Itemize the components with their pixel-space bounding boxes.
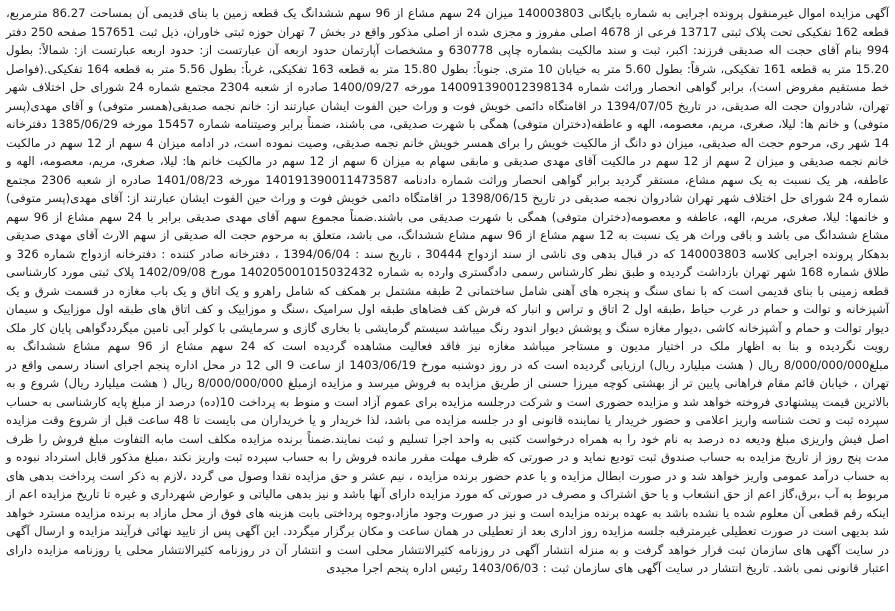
auction-notice-text: آگهی مزایده اموال غیرمنقول پرونده اجرایی به شماره بایگانی 140003803 میزان 24 سهم مشاع از 96 سهم ششدانگ یک قطعه زمین با بنای قدیمی آن بمساحت 86.27 مترمربع، قطعه 162 تفکیکی تحت پلاک ثبتی 13717 فرعی از 4678 اصلی مفروز و مجزی شده از اصلی مذکور واقع در بخش 7 تهران حوزه ثبتی خاوران، ذیل ثبت 157651 صفحه 250 دفتر 994 بنام آقای حجت اله صدیقی فرزند: اکبر، ثبت و سند مالکیت بشماره چاپی 630778 و مشخصات آپارتمان حدود اربعه آن عبارتست از: حدود اربعه عبارتست از: شمالاً: بطول 15.20 متر به قطعه 161 تفکیکی، شرقاً: بطول 5.60 متر به خیابان 10 متری. جنوباً: بطول 15.80 متر به قطعه 163 تفکیکی، غرباً: بطول 5.56 متر به قطعه 164 تفکیکی.(فواصل خط مستقیم مفروض است)، برابر گواهی انحصار وراثت شماره 140091390012398134 مورخه 1400/09/27 صادره از شعبه 2304 مجتمع شماره 24 شورای حل اختلاف شهر تهران، شادروان حجت اله صدیقی، در تاریخ 1394/07/05 در اقامتگاه دائمی خویش فوت و وراث حین الفوت ایشان عبارتند از: خانم نجمه صدیقی(همسر متوفی) و آقای مهدی(پسر متوفی) و خانم ها: لیلا، صغری، مریم، معصومه، الهه و عاطفه(دختران متوفی) همگی با شهرت صدیقی، می باشند، ضمناً برابر وصیتنامه شماره 15457 مورخه 1385/06/29 دفترخانه 14 شهر ری، مرحوم حجت اله صدیقی، میزان دو دانگ از مالکیت خویش را برای همسر خویش خانم نجمه صدیقی، وصیت نموده است، در ادامه میزان 4 سهم از 12 سهم در مالکیت خانم نجمه صدیقی و میزان 2 سهم از 12 سهم در مالکیت آقای مهدی صدیقی و مابقی سهام به میزان 6 سهم از 12 سهم در مالکیت خانم ها: لیلا، صغری، مریم، معصومه، الهه و عاطفه، هر یک نسبت به یک سهم مشاع، مستقر گردید برابر گواهی انحصار وراثت شماره دادنامه 140191390011473587 مورخه 1401/08/23 صادره از شعبه 2306 مجتمع شماره 24 شورای حل اختلاف شهر تهران شادروان نجمه صدیقی در تاریخ 1398/06/15 در اقامتگاه دائمی خویش فوت و وراث حین الفوت ایشان عبارتند از: آقای مهدی(پسر متوفی) و خانمها: لیلا، صغری، مریم، الهه، عاطفه و معصومه(دختران متوفی) همگی با شهرت صدیقی می باشند.ضمناً مجموع سهم آقای مهدی صدیقی برابر با 24 سهم مشاع از 96 سهم مشاع ششدانگ می باشد و باقی وراث هر یک نسبت به 12 سهم مشاع از 96 سهم مشاع ششدانگ، می باشد، متعلق به مرحوم حجت اله صدیقی از سهم الارث آقای مهدی صدیقی بدهکار پرونده اجرایی کلاسه 140003803 که در قبال بدهی وی ناشی از سند ازدواج 30444 ، تاریخ سند : 1394/06/04 ، دفترخانه صادر کننده : دفترخانه ازدواج شماره 326 و طلاق شماره 168 شهر تهران بازداشت گردیده و طبق نظر کارشناس رسمی دادگستری وارده به شماره 140205001015032432 مورخ 1402/09/08 پلاک ثبتی مورد کارشناسی قطعه زمینی با بنای قدیمی است که با نمای سنگ و پنجره های آهنی شامل ساختمانی 2 طبقه مشتمل بر همکف که شامل راهرو و یک اتاق و یک باب مغازه در قسمت شرق و یک آشپزخانه و توالت و حمام در غرب حیاط ،طبقه اول 2 اتاق و تراس و انبار که فرش کف فضاهای طبقه اول سرامیک ،سنگ و موزاییک و کف اتاق های طبقه اول موزاییک و سیمان دیوار توالت و حمام و آشپزخانه کاشی ،دیوار مغازه سنگ و پوشش دیوار اندود رنگ میباشد سیستم گرمایشی با بخاری گازی و سرمایشی با کولر آبی تامین میگرددگواهی پایان کار ملک رویت نگردیده و بنا به اظهار ملک در اختیار مدیون و مستاجر میباشد مغازه نیز فاقد فعالیت مشاهده گردیده است که 24 سهم مشاع از 96 سهم مشاع ششدانگ به مبلغ8/000/000/000 ریال ( هشت میلیارد ریال) ارزیابی گردیده است که در روز دوشنبه مورخ 1403/06/19 از ساعت 9 الی 12 در محل اداره پنجم اجرای اسناد رسمی واقع در تهران ، خیابان قائم مقام فراهانی پایین تر از بهشتی کوچه میرزا حسنی از طریق مزایده به فروش میرسد و مزایده ازمبلغ 8/000/000/000 ریال ( هشت میلیارد ریال) شروع و به بالاترین قیمت پیشنهادی فروخته خواهد شد و مزایده حضوری است و شرکت درجلسه مزایده برای عموم آزاد است و منوط به پرداخت 10(ده) درصد از مبلغ پایه کارشناسی به حساب سپرده ثبت و تحت شناسه واریز اعلامی و حضور خریدار یا نماینده قانونی او در جلسه مزایده می باشد، لذا خریدار و یا خریداران می بایست تا 48 ساعت قبل از شروع وقت مزایده اصل فیش واریزی مبلغ ودیعه ده درصد به نام خود را به همراه درخواست کتبی به واحد اجرا تسلیم و ثبت نمایند.ضمناً برنده مزایده مکلف است مابه التفاوت مبلغ فروش را ظرف مدت پنج روز از تاریخ مزایده به حساب صندوق ثبت تودیع نماید و در صورتی که ظرف مهلت مقرر مانده فروش را به حساب سپرده ثبت واریز نکند ،مبلغ مذکور قابل استرداد نبوده و به حساب درآمد عمومی واریز خواهد شد و در صورت ابطال مزایده و یا عدم حضور برنده مزایده ، نیم عشر و حق مزایده نقدا وصول می گردد ،لازم به ذکر است پرداخت بدهی های مربوط به آب ،برق،گاز اعم از حق انشعاب و یا حق اشتراک و مصرف در صورتی که مورد مزایده دارای آنها باشد و نیز بدهی مالیاتی و عوارض شهرداری و غیره تا تاریخ مزایده اعم از اینکه رقم قطعی آن معلوم شده یا نشده باشد به عهده برنده مزایده است و نیز در صورت وجود مازاد،وجوه پرداختی بابت هزینه های فوق از محل مازاد به برنده مزایده مسترد خواهد شد بدیهی است در صورت تعطیلی غیرمترقبه جلسه مزایده روز اداری بعد از تعطیلی در همان ساعت و مکان برگزار میگردد. این آگهی پس از تایید نهائی فرآیند مزایده و ارسال آگهی در سایت آگهی های سازمان ثبت قرار خواهد گرفت و به منزله انتشار آگهی در روزنامه کثیرالانتشار محلی است و انتشار آن در روزنامه کثیرالانتشار محلی یا روزنامه مزایده دارای اعتبار قانونی نمی باشد. تاریخ انتشار در سایت آگهی های سازمان ثبت : 1403/06/03 رئیس اداره پنجم اجرا مجیدی [6,6,890,575]
